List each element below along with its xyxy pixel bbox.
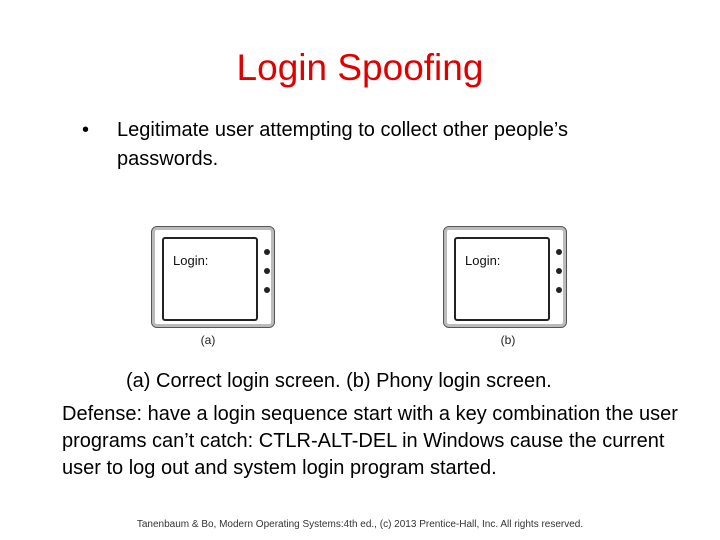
button-dot [264,249,270,255]
figure-label-a: (a) [200,333,216,347]
figure-label-b: (b) [500,333,516,347]
figure-caption: (a) Correct login screen. (b) Phony login screen. [126,370,552,392]
defense-paragraph: Defense: have a login sequence start with a key combination the user programs can’t catch: CTLR-ALT-DEL in Windows cause the current user to log out and system login program started. [62,403,678,479]
login-prompt: Login: [173,253,209,268]
login-prompt: Login: [465,253,501,268]
button-dot [264,268,270,274]
footer-citation: Tanenbaum & Bo, Modern Operating Systems:4th ed., (c) 2013 Prentice-Hall, Inc. All rights reserved. [136,519,584,530]
screen-display [454,237,550,321]
bullet-marker: • [82,119,90,141]
button-dot [556,249,562,255]
button-dot [556,268,562,274]
slide-title: Login Spoofing [236,47,484,88]
login-screen-b [443,226,567,328]
screen-display [162,237,258,321]
screen-buttons [556,249,564,306]
bullet-text: Legitimate user attempting to collect other people’s passwords. [117,119,569,170]
button-dot [556,287,562,293]
button-dot [264,287,270,293]
screen-buttons [264,249,272,306]
login-screen-a [151,226,275,328]
